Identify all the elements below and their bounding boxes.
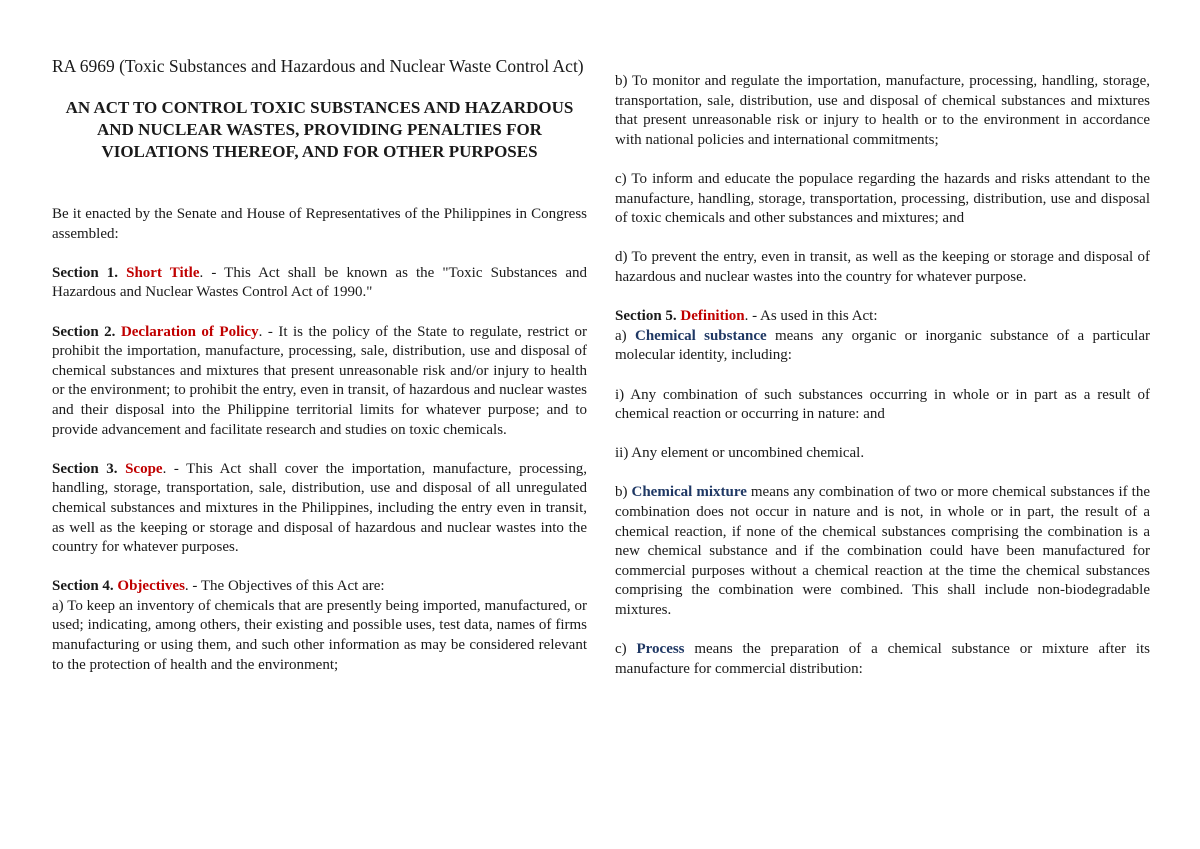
section-number: Section 5.: [615, 308, 677, 325]
section-text: . - This Act shall be known as the "Toxic Substances and Hazardous and Nuclear Wastes Control Act of 1990.": [52, 264, 587, 301]
section-number: Section 2.: [52, 323, 116, 340]
definition-c: [615, 640, 1150, 679]
objective-b: b) To monitor and regulate the importation, manufacture, processing, handling, storage, transportation, sale, distribution, use and disposal of chemical substances and mixtures that present unreasonable risk or injury to health or to the environment in accordance with national policies and international commitments;: [615, 73, 1150, 148]
section-number: Section 3.: [52, 460, 118, 477]
objective-d: d) To prevent the entry, even in transit, as well as the keeping or storage and disposal of hazardous and nuclear wastes into the country for whatever purpose.: [615, 249, 1150, 285]
definition-a: [615, 327, 1150, 366]
defined-term: Process: [636, 641, 685, 658]
section-4: [52, 577, 587, 597]
section-number: Section 1.: [52, 264, 119, 281]
section-title: Objectives: [117, 578, 185, 595]
section-2: [52, 323, 587, 441]
document-title: RA 6969 (Toxic Substances and Hazardous and Nuclear Waste Control Act): [52, 56, 584, 76]
definition-text: means the preparation of a chemical substance or mixture after its manufacture for commercial distribution:: [615, 641, 1150, 677]
section-text: . - The Objectives of this Act are:: [184, 578, 385, 595]
definition-prefix: a): [615, 327, 635, 344]
section-number: Section 4.: [52, 578, 114, 595]
definition-b: [615, 483, 1150, 620]
right-column: [615, 0, 1150, 679]
definition-a-ii: ii) Any element or uncombined chemical.: [615, 445, 865, 462]
section-5: [615, 307, 1150, 327]
definition-prefix: b): [615, 484, 632, 501]
left-column: [52, 0, 587, 675]
act-heading: AN ACT TO CONTROL TOXIC SUBSTANCES AND HAZARDOUS AND NUCLEAR WASTES, PROVIDING PENALTIES FOR VIOLATIONS THEREOF, AND FOR OTHER PURPOSES: [65, 98, 574, 161]
section-title: Declaration of Policy: [120, 323, 259, 340]
section-title: Definition: [680, 308, 745, 325]
definition-prefix: c): [615, 641, 637, 658]
definition-text: means any organic or inorganic substance of a particular molecular identity, including:: [615, 327, 1150, 364]
section-text: . - It is the policy of the State to regulate, restrict or prohibit the importation, manufacture, processing, sale, distribution, use and disposal of chemical substances and mixtures that present unreasonable risk and/or injury to health or the environment; to prohibit the entry, even in transit, of hazardous and nuclear wastes and their disposal into the Philippine territorial limits for whatever purpose; and to provide advancement and facilitate research and studies on toxic chemicals.: [52, 323, 588, 438]
objective-a: a) To keep an inventory of chemicals that are presently being imported, manufactured, or used; indicating, among others, their existing and possible uses, test data, names of firms manufacturing or using them, and such other information as may be considered relevant to the protection of health and the environment;: [52, 597, 587, 673]
definition-text: means any combination of two or more chemical substances if the combination does not occur in nature and is not, in whole or in part, the result of a chemical reaction, if none of the chemical substances comprising the combination is a new chemical substance and if the combination could have been manufactured for commercial purposes without a chemical reaction at the time the chemical substances comprising the combination were combined. This shall include non-biodegradable mixtures.: [615, 484, 1150, 619]
section-text: . - This Act shall cover the importation, manufacture, processing, handling, storage, transportation, sale, distribution, use and disposal of all unregulated chemical substances and mixtures in the Philippines, including the entry even in transit, as well as the keeping or storage and disposal of hazardous and nuclear wastes into the country for whatever purposes.: [52, 460, 587, 556]
section-text: . - As used in this Act:: [744, 308, 878, 325]
section-title: Short Title: [126, 264, 200, 281]
section-3: [52, 460, 587, 558]
defined-term: Chemical mixture: [631, 484, 747, 501]
objective-c: c) To inform and educate the populace regarding the hazards and risks attendant to the manufacture, handling, storage, transportation, processing, distribution, use and disposal of toxic chemicals and other substances and mixtures; and: [615, 170, 1150, 227]
enacting-clause: Be it enacted by the Senate and House of Representatives of the Philippines in Congress assembled:: [52, 206, 587, 242]
defined-term: Chemical substance: [634, 327, 767, 344]
definition-a-i: i) Any combination of such substances occurring in whole or in part as a result of chemical reaction or occurring in nature: and: [615, 386, 1150, 423]
section-title: Scope: [125, 460, 163, 477]
section-1: [52, 264, 587, 303]
